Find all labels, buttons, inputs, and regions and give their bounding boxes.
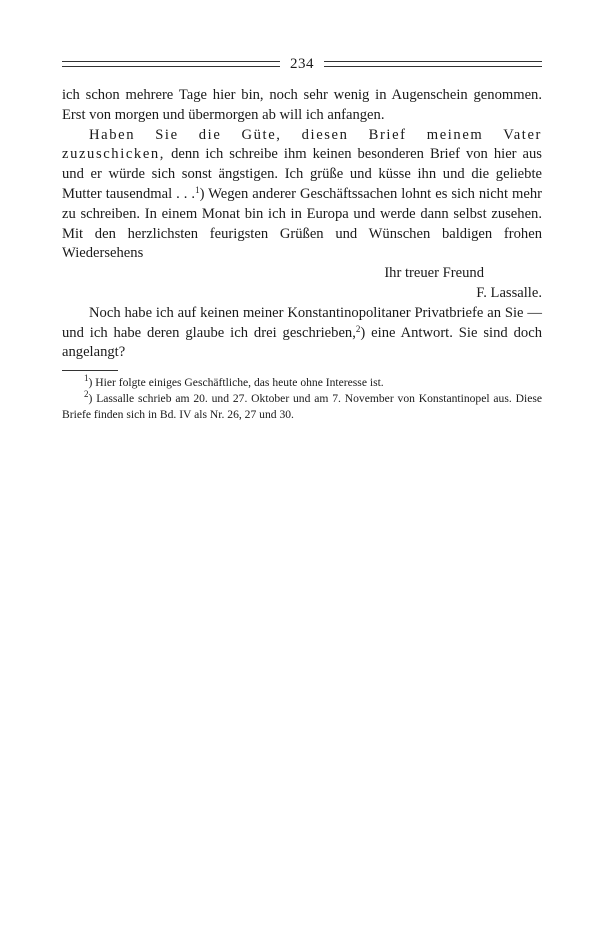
footnote-ref-2: 2 <box>355 323 361 334</box>
spaced-text: Haben Sie die Güte, diesen Brief meinem Vater zuzuschicken, <box>62 126 542 163</box>
postscript-text-a: Noch habe ich auf keinen meiner Konstantinopolitaner Privatbriefe an Sie — und ich habe deren glaube ich drei geschrieben, <box>62 304 542 341</box>
paragraph-2 <box>62 126 542 265</box>
paragraph-1: ich schon mehrere Tage hier bin, noch sehr wenig in Augenschein genommen. Erst von morgen und übermorgen ab will ich anfangen. <box>62 87 542 123</box>
paragraph-2-text-a: denn ich schreibe ihm keinen besonderen Brief von hier aus und er würde sich sonst ängstigen. Ich grüße und küsse ihn und die geliebte Mutter tausendmal . . . <box>62 146 542 202</box>
page-number: 234 <box>290 55 314 72</box>
footnote-2-text: ) Lassalle schrieb am 20. und 27. Oktober und am 7. November von Konstantinopel aus. Diese Briefe finden sich in Bd. IV als Nr. 26, 27 und 30. <box>62 391 542 421</box>
footnote-2-mark: 2 <box>84 388 89 399</box>
footnotes <box>62 375 542 422</box>
footnote-ref-1: 1 <box>195 184 200 195</box>
paragraph-2-text-b: ) Wegen anderer Geschäftssachen lohnt es sich nicht mehr zu schreiben. In einem Monat bin ich in Europa und werde dann selbst zusehen. Mit den herzlichsten feurigsten Grüßen und Wünschen baldigen frohen Wiedersehens <box>62 185 542 262</box>
page-header <box>62 52 542 76</box>
header-rule-left <box>62 61 280 67</box>
signature: F. Lassalle. <box>476 284 542 301</box>
footnote-1-mark: 1 <box>84 373 89 384</box>
postscript-text-b: ) eine Antwort. Sie sind doch angelangt? <box>62 324 542 361</box>
footnote-divider <box>62 370 118 371</box>
footnote-1 <box>62 375 542 391</box>
header-rule-right <box>324 61 542 67</box>
book-page <box>62 52 542 423</box>
footnote-1-text: ) Hier folgte einiges Geschäftliche, das heute ohne Interesse ist. <box>88 376 384 390</box>
footnote-2 <box>62 388 542 423</box>
closing-salutation: Ihr treuer Freund <box>384 265 484 282</box>
letter-body <box>62 86 542 363</box>
postscript <box>62 304 542 363</box>
